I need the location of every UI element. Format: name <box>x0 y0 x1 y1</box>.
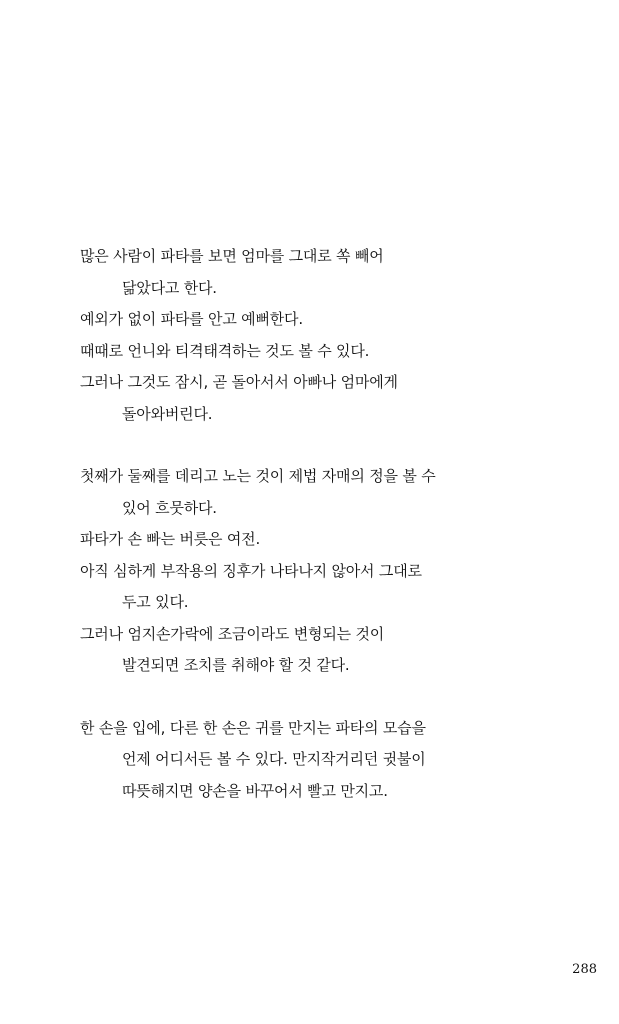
text-line: 파타가 손 빠는 버릇은 여전. <box>80 530 261 548</box>
text-line-indented: 있어 흐뭇하다. <box>122 498 217 517</box>
stanza-2 <box>80 461 520 682</box>
body-text <box>80 241 520 807</box>
stanza-1 <box>80 241 520 430</box>
text-line: 예외가 없이 파타를 안고 예뻐한다. <box>80 310 303 328</box>
text-line-indented: 발견되면 조치를 취해야 할 것 같다. <box>122 656 350 674</box>
text-line: 그러나 엄지손가락에 조금이라도 변형되는 것이 <box>80 624 385 643</box>
text-line-indented: 언제 어디서든 볼 수 있다. 만지작거리던 귓불이 <box>122 750 426 768</box>
text-line-indented: 따뜻해지면 양손을 바꾸어서 빨고 만지고. <box>122 781 388 800</box>
text-line-indented: 두고 있다. <box>122 593 189 611</box>
text-line: 많은 사람이 파타를 보면 엄마를 그대로 쏙 빼어 <box>80 247 384 265</box>
text-line: 아직 심하게 부작용의 징후가 나타나지 않아서 그대로 <box>80 561 422 580</box>
stanza-3 <box>80 713 520 808</box>
text-line-indented: 닮았다고 한다. <box>122 278 217 297</box>
text-line: 때때로 언니와 티격태격하는 것도 볼 수 있다. <box>80 341 370 360</box>
page-number: 288 <box>572 962 597 977</box>
text-line: 그러나 그것도 잠시, 곧 돌아서서 아빠나 엄마에게 <box>80 373 398 391</box>
text-line-indented: 돌아와버린다. <box>122 404 213 423</box>
text-line: 한 손을 입에, 다른 한 손은 귀를 만지는 파타의 모습을 <box>80 718 426 737</box>
text-line: 첫째가 둘째를 데리고 노는 것이 제법 자매의 정을 볼 수 <box>80 467 436 485</box>
